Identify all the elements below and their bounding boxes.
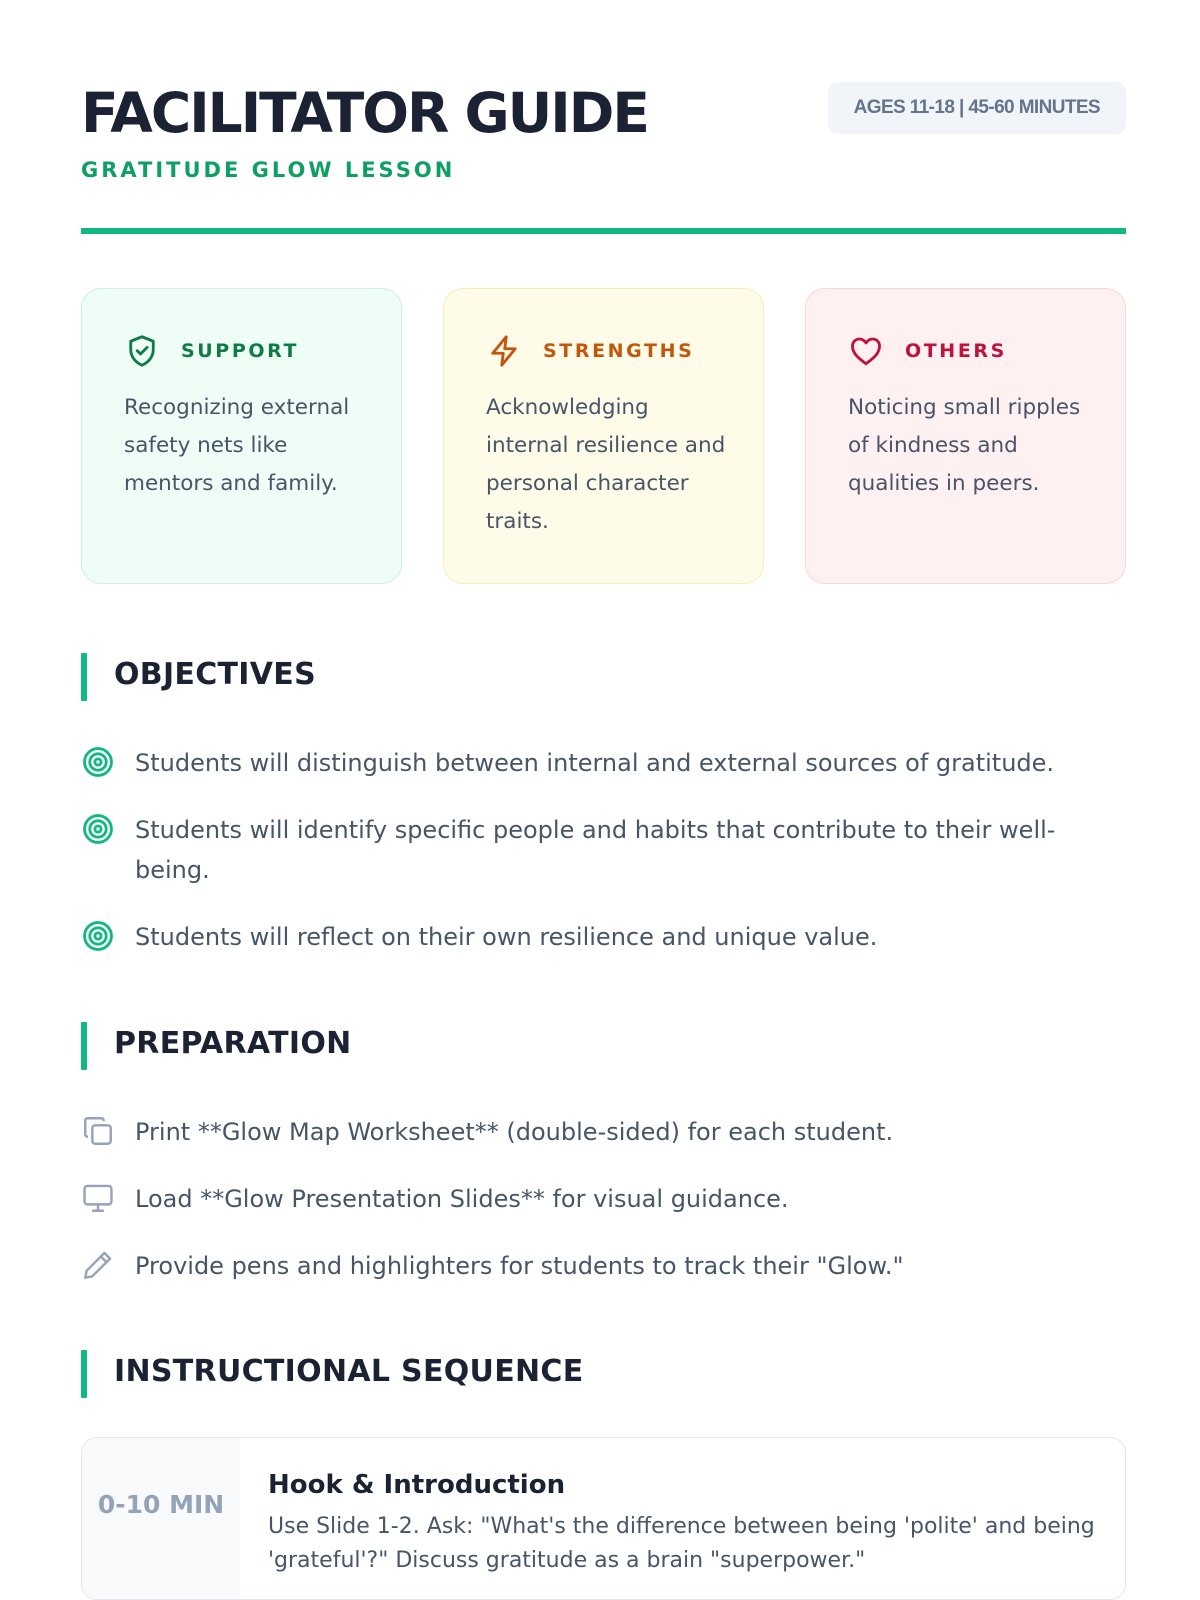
section-accent-bar: [81, 1022, 87, 1070]
preparation-text: Print **Glow Map Worksheet** (double-sided) for each student.: [135, 1118, 894, 1146]
age-duration-badge: AGES 11-18 | 45-60 MINUTES: [828, 82, 1126, 134]
preparation-heading: PREPARATION: [114, 1026, 352, 1061]
preparation-item: [81, 1112, 1126, 1152]
monitor-icon: [81, 1181, 115, 1215]
pencil-icon: [81, 1248, 115, 1282]
target-icon: [81, 745, 115, 779]
preparation-item: [81, 1246, 1126, 1286]
preparation-text: Load **Glow Presentation Slides** for visual guidance.: [135, 1185, 789, 1213]
objective-item: [81, 743, 1126, 783]
support-card: [81, 288, 402, 584]
objective-text: Students will reflect on their own resilience and unique value.: [135, 923, 878, 951]
target-icon: [81, 812, 115, 846]
sequence-step-card: [81, 1437, 1126, 1600]
section-accent-bar: [81, 653, 87, 701]
strengths-card-body: Acknowledging internal resilience and personal character traits.: [486, 395, 726, 534]
sequence-heading: INSTRUCTIONAL SEQUENCE: [114, 1354, 584, 1389]
copy-icon: [81, 1114, 115, 1148]
objectives-heading: OBJECTIVES: [114, 657, 316, 692]
support-card-body: Recognizing external safety nets like mentors and family.: [124, 395, 350, 496]
objective-item: [81, 810, 1126, 890]
page-header: [81, 81, 1126, 234]
objective-text: Students will identify specific people and habits that contribute to their well-being.: [135, 816, 1056, 884]
others-card-body: Noticing small ripples of kindness and qualities in peers.: [848, 395, 1081, 496]
sequence-step-time: 0-10 MIN: [82, 1438, 240, 1599]
others-card-title: OTHERS: [905, 340, 1007, 362]
others-card: [805, 288, 1126, 584]
strengths-card: [443, 288, 764, 584]
objectives-section-heading: [81, 653, 1126, 701]
preparation-item: [81, 1179, 1126, 1219]
target-icon: [81, 919, 115, 953]
page-title: FACILITATOR GUIDE: [81, 81, 648, 145]
preparation-section-heading: [81, 1022, 1126, 1070]
preparation-text: Provide pens and highlighters for students to track their "Glow.": [135, 1252, 904, 1280]
shield-check-icon: [124, 333, 160, 369]
lightning-bolt-icon: [486, 333, 522, 369]
sequence-step-title: Hook & Introduction: [268, 1470, 566, 1500]
header-divider: [81, 228, 1126, 234]
sequence-step-description: Use Slide 1-2. Ask: "What's the difference between being 'polite' and being 'grateful'?" Discuss gratitude as a brain "superpower.": [268, 1514, 1095, 1573]
section-accent-bar: [81, 1350, 87, 1398]
objective-item: [81, 917, 1126, 957]
page-subtitle: GRATITUDE GLOW LESSON: [81, 158, 456, 182]
support-card-title: SUPPORT: [181, 340, 300, 362]
objective-text: Students will distinguish between internal and external sources of gratitude.: [135, 749, 1055, 777]
heart-icon: [848, 333, 884, 369]
strengths-card-title: STRENGTHS: [543, 340, 695, 362]
sequence-section-heading: [81, 1350, 1126, 1398]
